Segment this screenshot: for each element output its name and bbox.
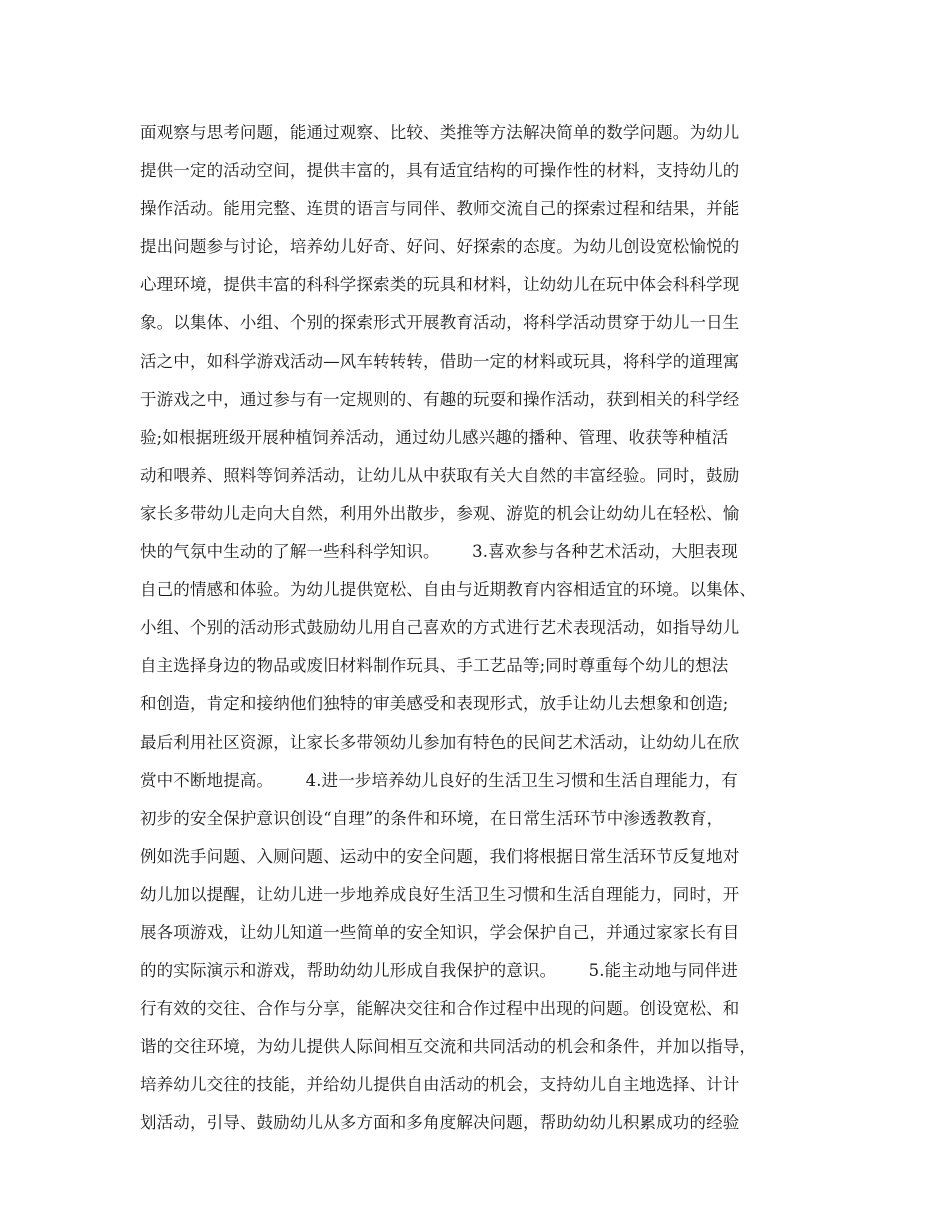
text-line: 谐的交往环境，为幼儿提供人际间相互交流和共同活动的机会和条件，并加以指导， [140,1037,757,1057]
text-line: 提供一定的活动空间，提供丰富的，具有适宜结构的可操作性的材料，支持幼儿的 [140,161,740,181]
body-text [140,114,830,1143]
text-line: 家长多带幼儿走向大自然，利用外出散步，参观、游览的机会让幼幼儿在轻松、愉 [140,503,740,523]
text-line: 赏中不断地提高。 4.进一步培养幼儿良好的生活卫生习惯和生活自理能力，有 [140,770,738,790]
text-line: 活之中，如科学游戏活动—风车转转转，借助一定的材料或玩具，将科学的道理寓 [140,351,740,371]
text-line: 象。以集体、小组、个别的探索形式开展教育活动，将科学活动贯穿于幼儿一日生 [140,313,740,333]
text-line: 提出问题参与讨论，培养幼儿好奇、好问、好探索的态度。为幼儿创设宽松愉悦的 [140,237,740,257]
text-line: 和创造，肯定和接纳他们独特的审美感受和表现形式，放手让幼儿去想象和创造; [140,694,729,714]
text-line: 快的气氛中生动的了解一些科科学知识。 3.喜欢参与各种艺术活动，大胆表现 [140,542,738,562]
text-line: 展各项游戏，让幼儿知道一些简单的安全知识，学会保护自己，并通过家家长有目 [140,922,740,942]
text-line: 例如洗手问题、入厕问题、运动中的安全问题，我们将根据日常生活环节反复地对 [140,846,740,866]
text-line: 行有效的交往、合作与分享，能解决交往和合作过程中出现的问题。创设宽松、和 [140,999,740,1019]
text-line: 初步的安全保护意识创设“自理”的条件和环境，在日常生活环节中渗透教教育， [140,808,724,828]
text-line: 于游戏之中，通过参与有一定规则的、有趣的玩耍和操作活动，获到相关的科学经 [140,389,740,409]
text-line: 最后利用社区资源，让家长多带领幼儿参加有特色的民间艺术活动，让幼幼儿在欣 [140,732,740,752]
text-line: 验;如根据班级开展种植饲养活动，通过幼儿感兴趣的播种、管理、收获等种植活 [140,427,729,447]
text-line: 面观察与思考问题，能通过观察、比较、类推等方法解决简单的数学问题。为幼儿 [140,123,740,142]
text-line: 操作活动。能用完整、连贯的语言与同伴、教师交流自己的探索过程和结果，并能 [140,199,740,219]
text-line: 动和喂养、照料等饲养活动，让幼儿从中获取有关大自然的丰富经验。同时，鼓励 [140,465,740,485]
text-line: 自主选择身边的物品或废旧材料制作玩具、手工艺品等;同时尊重每个幼儿的想法 [140,656,729,676]
text-line: 培养幼儿交往的技能，并给幼儿提供自由活动的机会，支持幼儿自主地选择、计计 [140,1075,740,1095]
text-line: 自己的情感和体验。为幼儿提供宽松、自由与近期教育内容相适宜的环境。以集体、 [140,580,757,600]
text-line: 划活动，引导、鼓励幼儿从多方面和多角度解决问题，帮助幼幼儿积累成功的经验 [140,1113,740,1133]
text-line: 的的实际演示和游戏，帮助幼幼儿形成自我保护的意识。 5.能主动地与同伴进 [140,961,738,981]
text-line: 心理环境，提供丰富的科科学探索类的玩具和材料，让幼幼儿在玩中体会科科学现 [140,275,740,295]
text-line: 小组、个别的活动形式鼓励幼儿用自己喜欢的方式进行艺术表现活动，如指导幼儿 [140,618,740,638]
text-line: 幼儿加以提醒，让幼儿进一步地养成良好生活卫生习惯和生活自理能力，同时，开 [140,884,740,904]
